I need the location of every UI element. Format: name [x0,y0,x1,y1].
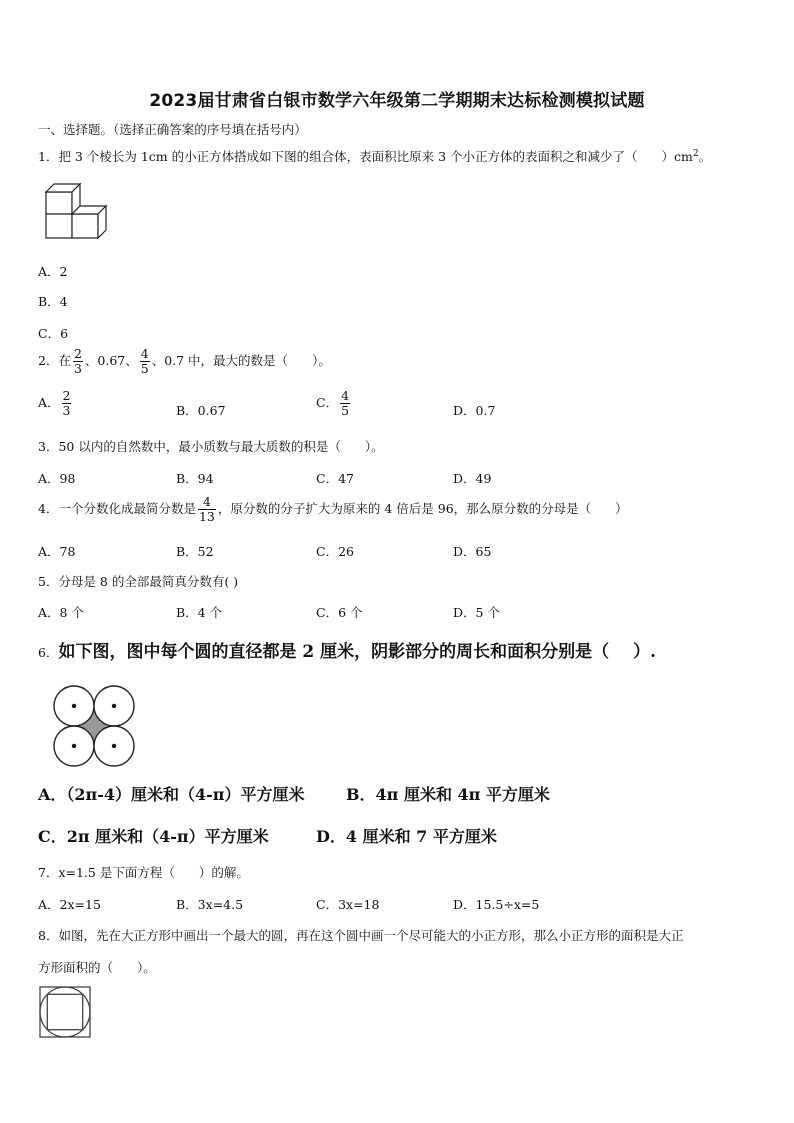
q1-unit-sup: 2 [692,148,699,159]
question-2 [38,348,331,375]
q2-option-d: D．0.7 [453,403,496,418]
q3-option-b: B．94 [176,471,214,486]
square-circle-square-figure [38,985,92,1039]
q6-option-d: D．4 厘米和 7 平方厘米 [316,827,497,846]
four-circles-figure [52,684,136,768]
question-8-line-1: 8．如图，先在大正方形中画出一个最大的圆，再在这个圆中画一个尽可能大的小正方形，那么小正方形的面积是大正 [38,928,684,943]
q2-option-c: C． $\frac{4}{5}$ [316,388,350,418]
question-4: 4．一个分数化成最简分数是 $\frac{4}{13}$ ，原分数的分子扩大为原来的 4 倍后是 96，那么原分数的分母是（ ） [38,494,628,524]
q2-mid1: 、0.67、 [84,353,138,368]
question-6: 6．如下图，图中每个圆的直径都是 2 厘米，阴影部分的周长和面积分别是（ ）. [38,642,657,662]
section-heading: 一、选择题。（选择正确答案的序号填在括号内） [38,122,307,137]
q2-end: ）。 [312,353,331,368]
q7-option-c: C．3x=18 [316,897,380,912]
question-7: 7．x=1.5 是下面方程（ ）的解。 [38,865,249,880]
q1-end: 。 [698,149,712,164]
q2-prefix: 2．在 [38,353,71,368]
q1-option-c: C．6 [38,326,69,341]
q1-unit: ）cm [661,149,693,164]
q2-mid2: 、0.7 中，最大的数是（ [151,353,289,368]
question-1 [38,147,711,165]
q2-fraction-1: $\frac{2}{3}$ [73,346,82,376]
q7-option-d: D．15.5÷x=5 [453,897,540,912]
question-3: 3．50 以内的自然数中，最小质数与最大质数的积是（ ）。 [38,439,384,454]
q4-option-d: D．65 [453,544,492,559]
q5-option-a: A．8 个 [38,605,84,620]
page-title: 2023届甘肃省白银市数学六年级第二学期期末达标检测模拟试题 [149,91,645,111]
q2-option-b: B．0.67 [176,403,226,418]
q2-fraction-2: $\frac{4}{5}$ [140,346,149,376]
q6-option-b: B．4π 厘米和 4π 平方厘米 [346,785,550,804]
question-5: 5．分母是 8 的全部最简真分数有( ) [38,574,239,589]
q7-option-a: A．2x=15 [38,897,101,912]
q1-option-a: A．2 [38,264,68,279]
q1-option-b: B．4 [38,294,68,309]
q4-option-a: A．78 [38,544,76,559]
q7-option-b: B．3x=4.5 [176,897,244,912]
q5-option-d: D．5 个 [453,605,500,620]
q4-option-b: B．52 [176,544,214,559]
q6-option-c: C．2π 厘米和（4-π）平方厘米 [38,827,269,846]
question-8-line-2: 方形面积的（ ）。 [38,960,156,975]
q1-text: 1．把 3 个棱长为 1cm 的小正方体搭成如下图的组合体，表面积比原来 3 个小正方体的表面积之和减少了（ [38,149,638,164]
q4-option-c: C．26 [316,544,354,559]
q3-option-a: A．98 [38,471,76,486]
cube-assembly-figure [44,180,110,242]
q5-option-c: C．6 个 [316,605,363,620]
q3-option-c: C．47 [316,471,354,486]
q4-fraction: $\frac{4}{13}$ [198,494,215,524]
q6-option-a: A．（2π-4）厘米和（4-π）平方厘米 [38,785,305,804]
q5-option-b: B．4 个 [176,605,223,620]
q2-option-a: A． $\frac{2}{3}$ [38,388,71,418]
q3-option-d: D．49 [453,471,492,486]
